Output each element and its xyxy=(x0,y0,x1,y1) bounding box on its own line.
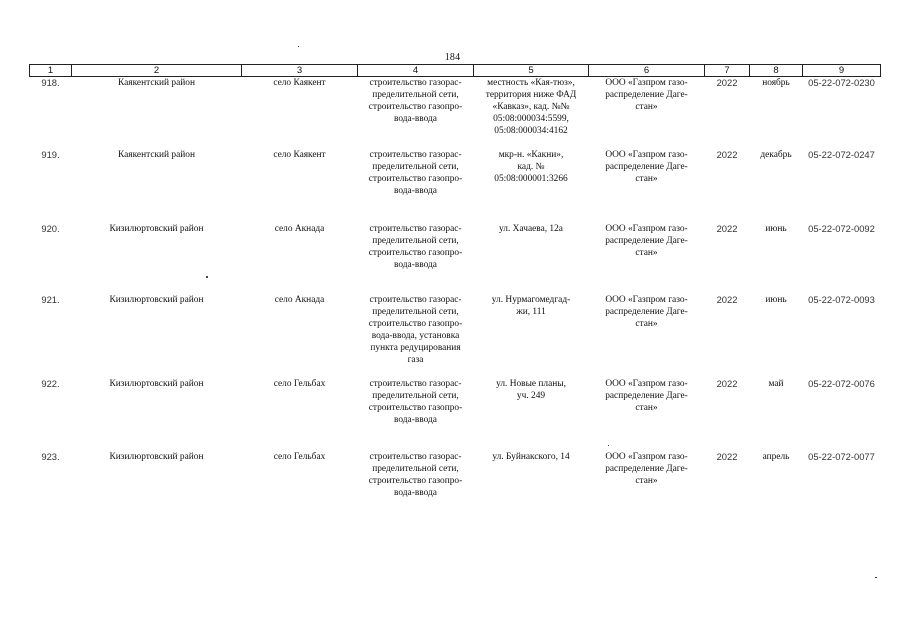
cell-org xyxy=(589,378,705,451)
work-line: пределительной сети, xyxy=(372,390,459,401)
register-table xyxy=(29,64,881,521)
location-line: ул. Нурмагомедгад- xyxy=(491,294,571,305)
work-line: строительство газопро- xyxy=(368,173,463,184)
page-number: 184 xyxy=(444,52,461,63)
cell-location xyxy=(474,294,589,378)
table-row xyxy=(30,77,881,149)
cell-settlement: село Акнада xyxy=(274,294,325,305)
org-line: распределение Даге- xyxy=(605,463,688,474)
work-line: строительство газорас- xyxy=(369,78,462,88)
work-line: строительство газопро- xyxy=(368,475,463,486)
scan-speck xyxy=(206,276,208,278)
cell-work xyxy=(358,294,474,378)
cell-month: декабрь xyxy=(760,149,792,160)
work-line: вода-ввода xyxy=(394,259,437,270)
location-line: жи, 111 xyxy=(516,306,546,317)
org-line: ООО «Газпром газо- xyxy=(605,78,688,88)
org-line: стан» xyxy=(635,402,658,413)
work-line: строительство газопро- xyxy=(368,247,463,258)
cell-code: 05-22-072-0247 xyxy=(808,148,875,160)
org-line: ООО «Газпром газо- xyxy=(605,451,688,462)
table-body xyxy=(30,77,881,521)
cell-code: 05-22-072-0077 xyxy=(808,450,875,462)
cell-year: 2022 xyxy=(716,222,738,234)
cell-month: июнь xyxy=(765,294,787,305)
cell-month: ноябрь xyxy=(762,78,790,88)
cell-location xyxy=(474,451,589,521)
work-line: строительство газопро- xyxy=(368,102,463,112)
location-line: кад. № xyxy=(517,161,545,172)
table-row xyxy=(30,451,881,521)
location-line: мкр-н. «Какни», xyxy=(498,149,564,160)
work-line: строительство газопро- xyxy=(368,402,463,413)
table-row xyxy=(30,294,881,378)
work-line: пределительной сети, xyxy=(372,463,459,474)
cell-org xyxy=(589,294,705,378)
location-line: 05:08:000034:4162 xyxy=(494,126,568,136)
scan-speck xyxy=(298,46,299,47)
work-line: строительство газорас- xyxy=(369,294,462,305)
cell-work xyxy=(358,378,474,451)
table-row xyxy=(30,223,881,294)
table-row xyxy=(30,378,881,451)
org-line: стан» xyxy=(635,102,658,112)
cell-org xyxy=(589,149,705,223)
work-line: пределительной сети, xyxy=(372,235,459,246)
cell-month: июнь xyxy=(765,223,787,234)
cell-settlement: село Гельбах xyxy=(273,451,326,462)
cell-location xyxy=(474,378,589,451)
cell-work xyxy=(358,451,474,521)
cell-year: 2022 xyxy=(716,293,738,305)
work-line: строительство газорас- xyxy=(369,149,462,160)
org-line: распределение Даге- xyxy=(605,390,688,401)
work-line: пределительной сети, xyxy=(372,90,459,100)
cell-month: май xyxy=(768,378,784,389)
work-line: вода-ввода xyxy=(394,414,437,425)
cell-district: Кизилюртовский район xyxy=(109,223,204,234)
cell-district: Каякентский район xyxy=(118,78,195,88)
table-row xyxy=(30,149,881,223)
cell-year: 2022 xyxy=(716,377,738,389)
org-line: стан» xyxy=(635,247,658,258)
cell-district: Кизилюртовский район xyxy=(109,294,204,305)
cell-code: 05-22-072-0093 xyxy=(808,293,875,305)
cell-settlement: село Каякент xyxy=(273,149,326,160)
cell-work xyxy=(358,223,474,294)
work-line: пункта редуцирования xyxy=(370,342,461,353)
cell-location xyxy=(474,149,589,223)
column-header: 8 xyxy=(750,65,803,77)
column-header: 3 xyxy=(242,65,358,77)
cell-settlement: село Каякент xyxy=(273,78,326,88)
work-line: вода-ввода xyxy=(394,114,437,124)
location-line: ул. Новые планы, xyxy=(496,378,566,389)
cell-year: 2022 xyxy=(716,450,738,462)
cell-org xyxy=(589,77,705,149)
cell-settlement: село Акнада xyxy=(274,223,325,234)
cell-settlement: село Гельбах xyxy=(273,378,326,389)
org-line: ООО «Газпром газо- xyxy=(605,378,688,389)
cell-year: 2022 xyxy=(716,77,738,88)
location-line: «Кавказ», кад. №№ xyxy=(492,102,570,112)
org-line: стан» xyxy=(635,318,658,329)
cell-num: 919. xyxy=(41,148,60,160)
cell-year: 2022 xyxy=(716,148,738,160)
cell-location xyxy=(474,223,589,294)
org-line: ООО «Газпром газо- xyxy=(605,294,688,305)
column-header: 9 xyxy=(803,65,881,77)
location-line: 05:08:000001:3266 xyxy=(494,173,568,184)
org-line: распределение Даге- xyxy=(605,235,688,246)
cell-num: 920. xyxy=(41,222,60,234)
cell-code: 05-22-072-0076 xyxy=(808,377,875,389)
cell-month: апрель xyxy=(762,451,790,462)
work-line: строительство газорас- xyxy=(369,378,462,389)
column-header: 5 xyxy=(474,65,589,77)
location-line: 05:08:000034:5599, xyxy=(493,114,569,124)
cell-location xyxy=(474,77,589,149)
cell-district: Кизилюртовский район xyxy=(109,378,204,389)
location-line: местность «Кая-тюз», xyxy=(487,78,575,88)
cell-org xyxy=(589,223,705,294)
column-header: 1 xyxy=(30,65,72,77)
cell-num: 923. xyxy=(41,450,60,462)
column-number-row xyxy=(30,65,881,77)
cell-work xyxy=(358,149,474,223)
work-line: строительство газорас- xyxy=(369,451,462,462)
column-header: 6 xyxy=(589,65,705,77)
cell-num: 922. xyxy=(41,377,60,389)
org-line: распределение Даге- xyxy=(605,90,688,100)
org-line: стан» xyxy=(635,173,658,184)
cell-district: Каякентский район xyxy=(118,149,195,160)
work-line: вода-ввода xyxy=(394,487,437,498)
cell-district: Кизилюртовский район xyxy=(109,451,204,462)
location-line: ул. Хачаева, 12а xyxy=(499,223,563,234)
column-header: 7 xyxy=(705,65,750,77)
work-line: строительство газопро- xyxy=(368,318,463,329)
org-line: стан» xyxy=(635,475,658,486)
scan-speck xyxy=(608,445,609,446)
work-line: вода-ввода, установка xyxy=(371,330,460,341)
cell-code: 05-22-072-0092 xyxy=(808,222,875,234)
cell-work xyxy=(358,77,474,149)
org-line: распределение Даге- xyxy=(605,161,688,172)
org-line: ООО «Газпром газо- xyxy=(605,149,688,160)
location-line: ул. Буйнакского, 14 xyxy=(492,451,570,462)
location-line: территория ниже ФАД xyxy=(485,90,577,100)
location-line: уч. 249 xyxy=(516,390,546,401)
column-header: 4 xyxy=(358,65,474,77)
work-line: газа xyxy=(407,354,424,365)
column-header: 2 xyxy=(72,65,242,77)
scan-speck xyxy=(875,577,877,578)
cell-org xyxy=(589,451,705,521)
org-line: ООО «Газпром газо- xyxy=(605,223,688,234)
work-line: строительство газорас- xyxy=(369,223,462,234)
work-line: пределительной сети, xyxy=(372,161,459,172)
work-line: вода-ввода xyxy=(394,185,437,196)
org-line: распределение Даге- xyxy=(605,306,688,317)
cell-num: 921. xyxy=(41,293,60,305)
work-line: пределительной сети, xyxy=(372,306,459,317)
cell-num: 918. xyxy=(41,77,60,88)
cell-code: 05-22-072-0230 xyxy=(808,77,875,88)
